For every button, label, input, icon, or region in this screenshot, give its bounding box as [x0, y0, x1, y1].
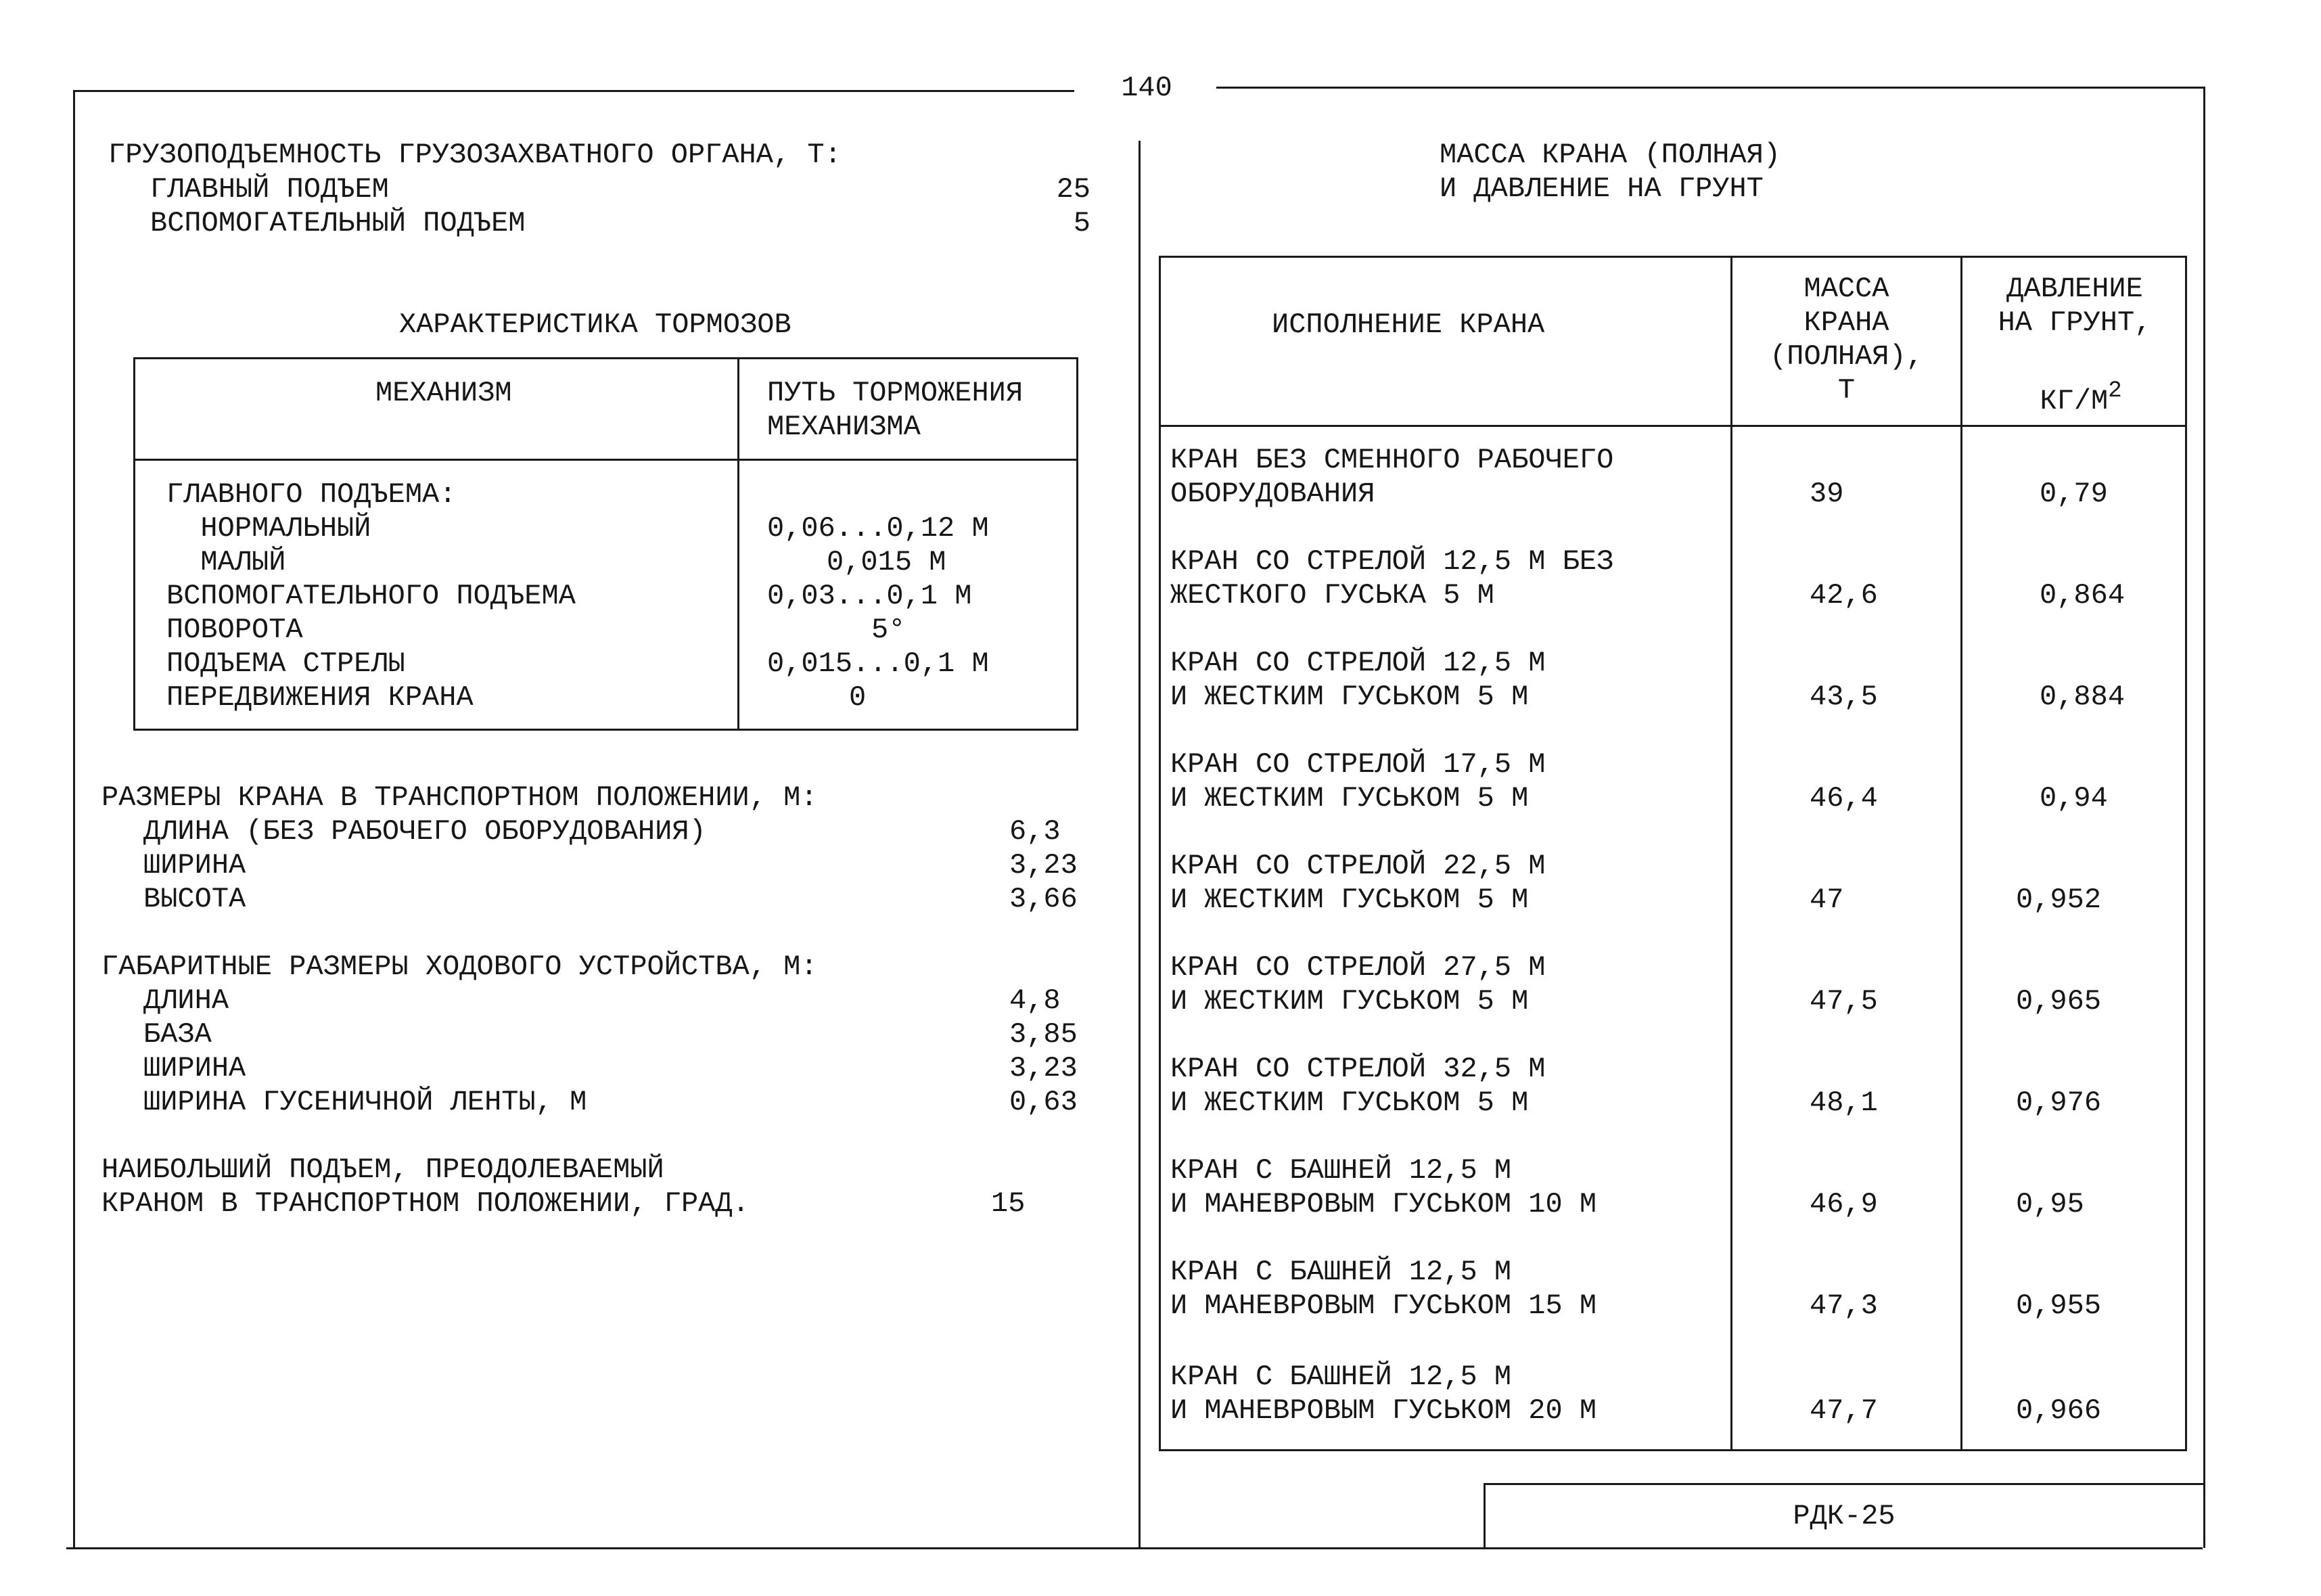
mass-row-pressure: 0,884	[2040, 681, 2125, 713]
pressure-unit: КГ/М	[2040, 385, 2109, 417]
mass-row-mass: 48,1	[1810, 1087, 1878, 1119]
slope-line2: КРАНОМ В ТРАНСПОРТНОМ ПОЛОЖЕНИИ, ГРАД.	[101, 1187, 750, 1220]
mass-row-desc-line2: И ЖЕСТКИМ ГУСЬКОМ 5 М	[1170, 985, 1529, 1018]
mass-row-mass: 47,3	[1810, 1290, 1878, 1322]
mass-row-mass: 47,5	[1810, 985, 1878, 1018]
mass-title-line1: МАССА КРАНА (ПОЛНАЯ)	[1440, 139, 1781, 171]
capacity-item-label: ВСПОМОГАТЕЛЬНЫЙ ПОДЪЕМ	[150, 207, 526, 240]
mass-title-line2: И ДАВЛЕНИЕ НА ГРУНТ	[1440, 173, 1764, 205]
brakes-col-distance-header-line2: МЕХАНИЗМА	[767, 411, 921, 443]
mass-row-mass: 42,6	[1810, 579, 1878, 612]
capacity-item-label: ГЛАВНЫЙ ПОДЪЕМ	[150, 173, 389, 206]
mass-row-mass: 46,9	[1810, 1188, 1878, 1221]
brakes-table-col-rule	[737, 357, 739, 731]
brakes-row-label: ВСПОМОГАТЕЛЬНОГО ПОДЪЕМА	[166, 580, 576, 612]
brakes-row-label: ПЕРЕДВИЖЕНИЯ КРАНА	[166, 681, 474, 714]
mass-table-header-rule	[1159, 425, 2187, 427]
mass-row-desc-line2: ЖЕСТКОГО ГУСЬКА 5 М	[1170, 579, 1494, 612]
mass-row-pressure: 0,95	[2016, 1188, 2084, 1221]
mass-row-desc-line1: КРАН СО СТРЕЛОЙ 32,5 М	[1170, 1053, 1546, 1085]
mass-row-pressure: 0,94	[2040, 782, 2108, 815]
mass-row-desc-line2: ОБОРУДОВАНИЯ	[1170, 478, 1375, 510]
mass-row-desc-line1: КРАН СО СТРЕЛОЙ 12,5 М	[1170, 647, 1546, 679]
mass-row-desc-line1: КРАН СО СТРЕЛОЙ 12,5 М БЕЗ	[1170, 545, 1614, 578]
frame-top-right	[1216, 87, 2205, 89]
mass-col-pressure-header-line2: НА ГРУНТ,	[1998, 306, 2152, 339]
chassis-item-value: 3,85	[1009, 1018, 1078, 1051]
mass-col-pressure-header-line3	[2006, 340, 2122, 419]
chassis-item-label: ДЛИНА	[143, 984, 229, 1017]
mass-col-execution-header: ИСПОЛНЕНИЕ КРАНА	[1272, 309, 1545, 341]
chassis-item-value: 0,63	[1009, 1086, 1078, 1118]
mass-table-col-rule-2	[1960, 256, 1962, 1451]
capacity-heading: ГРУЗОПОДЪЕМНОСТЬ ГРУЗОЗАХВАТНОГО ОРГАНА, Т:	[108, 139, 842, 171]
frame-left	[73, 90, 75, 1548]
brakes-table-header-rule	[133, 459, 1078, 461]
chassis-item-label: ШИРИНА ГУСЕНИЧНОЙ ЛЕНТЫ, М	[143, 1086, 587, 1118]
slope-line1: НАИБОЛЬШИЙ ПОДЪЕМ, ПРЕОДОЛЕВАЕМЫЙ	[101, 1154, 664, 1186]
document-code: РДК-25	[1793, 1500, 1895, 1532]
mass-row-pressure: 0,955	[2016, 1290, 2102, 1322]
brakes-row-value: 5°	[871, 614, 906, 646]
mass-row-desc-line2: И ЖЕСТКИМ ГУСЬКОМ 5 М	[1170, 681, 1529, 713]
mass-col-mass-header-line4: Т	[1837, 374, 1856, 407]
mass-col-pressure-header-line1: ДАВЛЕНИЕ	[2006, 273, 2143, 305]
brakes-row-label: НОРМАЛЬНЫЙ	[166, 512, 371, 545]
mass-row-desc-line1: КРАН СО СТРЕЛОЙ 27,5 М	[1170, 951, 1546, 984]
transport-item-label: ВЫСОТА	[143, 883, 246, 915]
mass-row-desc-line2: И ЖЕСТКИМ ГУСЬКОМ 5 М	[1170, 884, 1529, 916]
capacity-item-value: 25	[1056, 173, 1090, 206]
mass-row-pressure: 0,976	[2016, 1087, 2102, 1119]
mass-row-pressure: 0,965	[2016, 985, 2102, 1018]
capacity-item-value: 5	[1073, 207, 1090, 240]
mass-row-desc-line1: КРАН СО СТРЕЛОЙ 17,5 М	[1170, 748, 1546, 781]
chassis-heading: ГАБАРИТНЫЕ РАЗМЕРЫ ХОДОВОГО УСТРОЙСТВА, М:	[101, 951, 818, 983]
brakes-row-value: 0,015...0,1 М	[767, 647, 989, 680]
mass-row-desc-line1: КРАН С БАШНЕЙ 12,5 М	[1170, 1154, 1512, 1187]
brakes-col-distance-header-line1: ПУТЬ ТОРМОЖЕНИЯ	[767, 377, 1024, 409]
transport-item-label: ШИРИНА	[143, 849, 246, 882]
brakes-row-label: ГЛАВНОГО ПОДЪЕМА:	[166, 478, 457, 511]
mass-row-desc-line2: И МАНЕВРОВЫМ ГУСЬКОМ 20 М	[1170, 1394, 1597, 1427]
mass-row-mass: 43,5	[1810, 681, 1878, 713]
mass-row-desc-line2: И ЖЕСТКИМ ГУСЬКОМ 5 М	[1170, 1087, 1529, 1119]
chassis-item-value: 4,8	[1009, 984, 1061, 1017]
brakes-title: ХАРАКТЕРИСТИКА ТОРМОЗОВ	[399, 309, 791, 341]
mass-table-col-rule-1	[1730, 256, 1732, 1451]
mass-row-mass: 46,4	[1810, 782, 1878, 815]
transport-item-label: ДЛИНА (БЕЗ РАБОЧЕГО ОБОРУДОВАНИЯ)	[143, 815, 706, 848]
transport-item-value: 6,3	[1009, 815, 1061, 848]
brakes-row-value: 0	[849, 681, 867, 714]
chassis-item-label: БАЗА	[143, 1018, 212, 1051]
mass-row-mass: 47,7	[1810, 1394, 1878, 1427]
mass-row-desc-line1: КРАН С БАШНЕЙ 12,5 М	[1170, 1256, 1512, 1288]
mass-row-desc-line2: И МАНЕВРОВЫМ ГУСЬКОМ 15 М	[1170, 1290, 1597, 1322]
pressure-unit-superscript: 2	[2108, 378, 2122, 404]
frame-right	[2203, 87, 2205, 1548]
page-number: 140	[1109, 72, 1184, 104]
brakes-row-value: 0,015 М	[827, 546, 946, 578]
mass-row-mass: 39	[1810, 478, 1844, 510]
mass-row-pressure: 0,966	[2016, 1394, 2102, 1427]
mass-row-desc-line2: И ЖЕСТКИМ ГУСЬКОМ 5 М	[1170, 782, 1529, 815]
brakes-row-label: ПОДЪЕМА СТРЕЛЫ	[166, 647, 405, 680]
chassis-item-label: ШИРИНА	[143, 1052, 246, 1085]
slope-value: 15	[991, 1187, 1026, 1220]
brakes-row-label: ПОВОРОТА	[166, 614, 303, 646]
brakes-row-value: 0,06...0,12 М	[767, 512, 989, 545]
brakes-row-label: МАЛЫЙ	[166, 546, 286, 578]
mass-row-pressure: 0,952	[2016, 884, 2102, 916]
mass-row-desc-line1: КРАН СО СТРЕЛОЙ 22,5 М	[1170, 850, 1546, 882]
brakes-col-mechanism-header: МЕХАНИЗМ	[375, 377, 512, 409]
mass-col-mass-header-line1: МАССА	[1803, 273, 1889, 305]
mass-row-desc-line1: КРАН С БАШНЕЙ 12,5 М	[1170, 1361, 1512, 1393]
brakes-row-value: 0,03...0,1 М	[767, 580, 972, 612]
mass-row-mass: 47	[1810, 884, 1844, 916]
mass-col-mass-header-line3: (ПОЛНАЯ),	[1770, 340, 1923, 373]
mass-row-desc-line1: КРАН БЕЗ СМЕННОГО РАБОЧЕГО	[1170, 444, 1614, 476]
column-divider	[1139, 141, 1141, 1548]
frame-top-left	[73, 90, 1074, 92]
mass-row-pressure: 0,864	[2040, 579, 2125, 612]
transport-item-value: 3,66	[1009, 883, 1078, 915]
mass-row-desc-line2: И МАНЕВРОВЫМ ГУСЬКОМ 10 М	[1170, 1188, 1597, 1221]
transport-item-value: 3,23	[1009, 849, 1078, 882]
mass-col-mass-header-line2: КРАНА	[1803, 306, 1889, 339]
transport-heading: РАЗМЕРЫ КРАНА В ТРАНСПОРТНОМ ПОЛОЖЕНИИ, М:	[101, 781, 818, 814]
chassis-item-value: 3,23	[1009, 1052, 1078, 1085]
mass-row-pressure: 0,79	[2040, 478, 2108, 510]
